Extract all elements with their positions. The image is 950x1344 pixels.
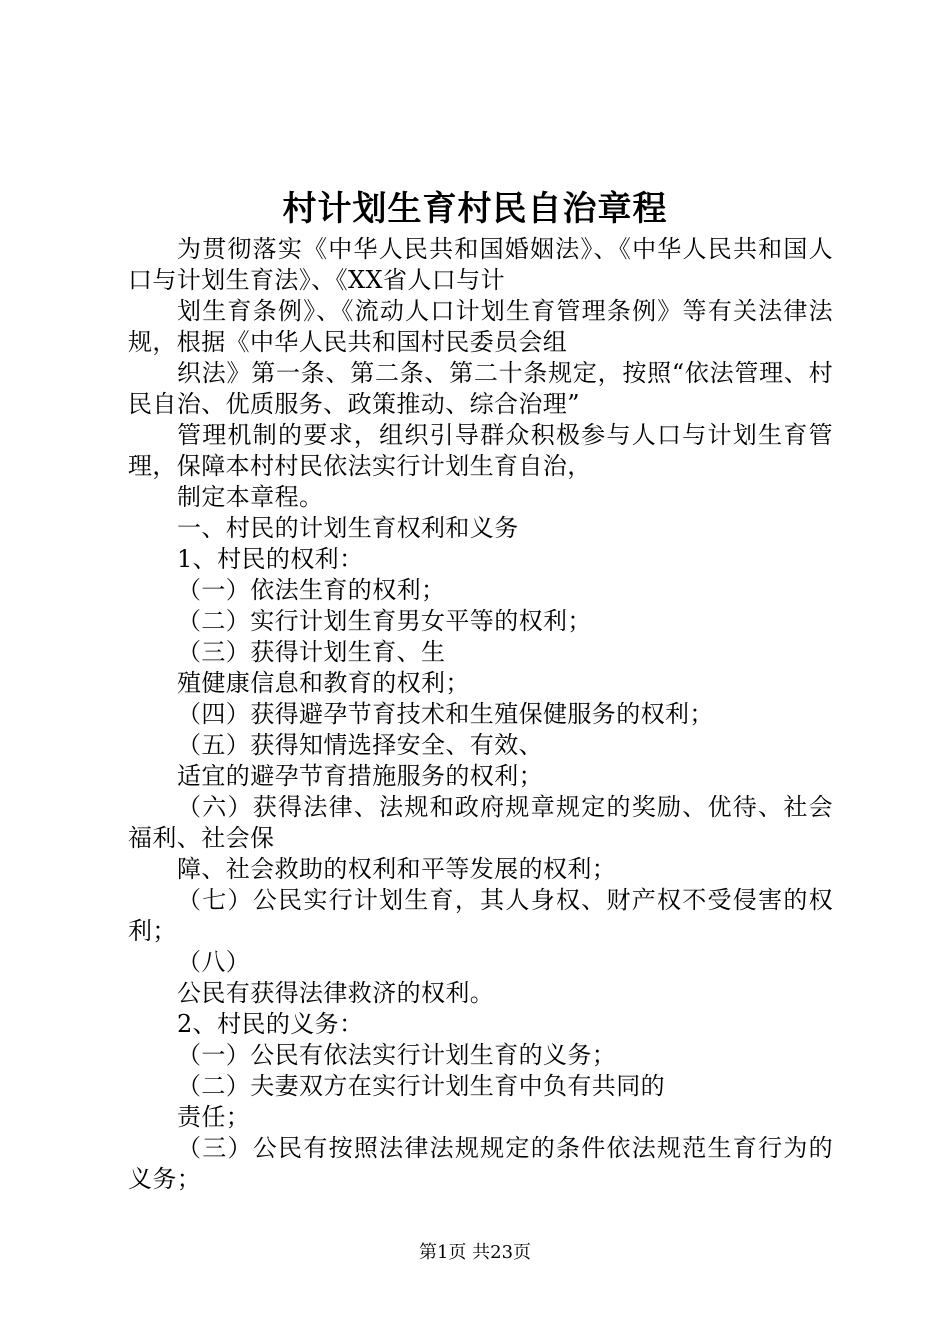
list-item: （二）夫妻双方在实行计划生育中负有共同的 bbox=[177, 1072, 665, 1100]
paragraph: 管理机制的要求，组织引导群众积极参与人口与计划生育管理，保障本村村民依法实行计划生育自治， bbox=[128, 421, 833, 480]
page-footer: 第1页 共23页 bbox=[418, 1242, 532, 1263]
paragraph: 织法》第一条、第二条、第二十条规定，按照“依法管理、村民自治、优质服务、政策推动、综合治理” bbox=[128, 359, 833, 418]
list-item: （四）获得避孕节育技术和生殖保健服务的权利； bbox=[177, 700, 714, 728]
list-item: 适宜的避孕节育措施服务的权利； bbox=[177, 762, 543, 790]
list-item: （七）公民实行计划生育，其人身权、财产权不受侵害的权利； bbox=[128, 886, 833, 945]
list-item: 责任； bbox=[177, 1103, 251, 1131]
list-item: （三）公民有按照法律法规规定的条件依法规范生育行为的义务； bbox=[128, 1134, 833, 1193]
list-item: （三）获得计划生育、生 bbox=[177, 638, 446, 666]
list-item: 障、社会救助的权利和平等发展的权利； bbox=[177, 855, 617, 883]
document-body bbox=[128, 234, 833, 1195]
subsection-heading: 2、村民的义务： bbox=[177, 1010, 364, 1038]
section-heading: 一、村民的计划生育权利和义务 bbox=[177, 514, 519, 542]
list-item: 公民有获得法律救济的权利。 bbox=[177, 979, 495, 1007]
paragraph: 划生育条例》、《流动人口计划生育管理条例》等有关法律法规，根据《中华人民共和国村民委员会组 bbox=[128, 297, 833, 356]
paragraph: 制定本章程。 bbox=[177, 483, 324, 511]
list-item: （一）依法生育的权利； bbox=[177, 576, 446, 604]
document-title: 村计划生育村民自治章程 bbox=[282, 189, 668, 229]
list-item: （二）实行计划生育男女平等的权利； bbox=[177, 607, 592, 635]
list-item: （六）获得法律、法规和政府规章规定的奖励、优待、社会福利、社会保 bbox=[128, 793, 833, 852]
paragraph: 为贯彻落实《中华人民共和国婚姻法》、《中华人民共和国人口与计划生育法》、《XX省人口与计 bbox=[128, 235, 833, 294]
list-item: （一）公民有依法实行计划生育的义务； bbox=[177, 1041, 617, 1069]
subsection-heading: 1、村民的权利： bbox=[177, 545, 364, 573]
list-item: （八） bbox=[177, 948, 251, 976]
list-item: 殖健康信息和教育的权利； bbox=[177, 669, 470, 697]
list-item: （五）获得知情选择安全、有效、 bbox=[177, 731, 543, 759]
